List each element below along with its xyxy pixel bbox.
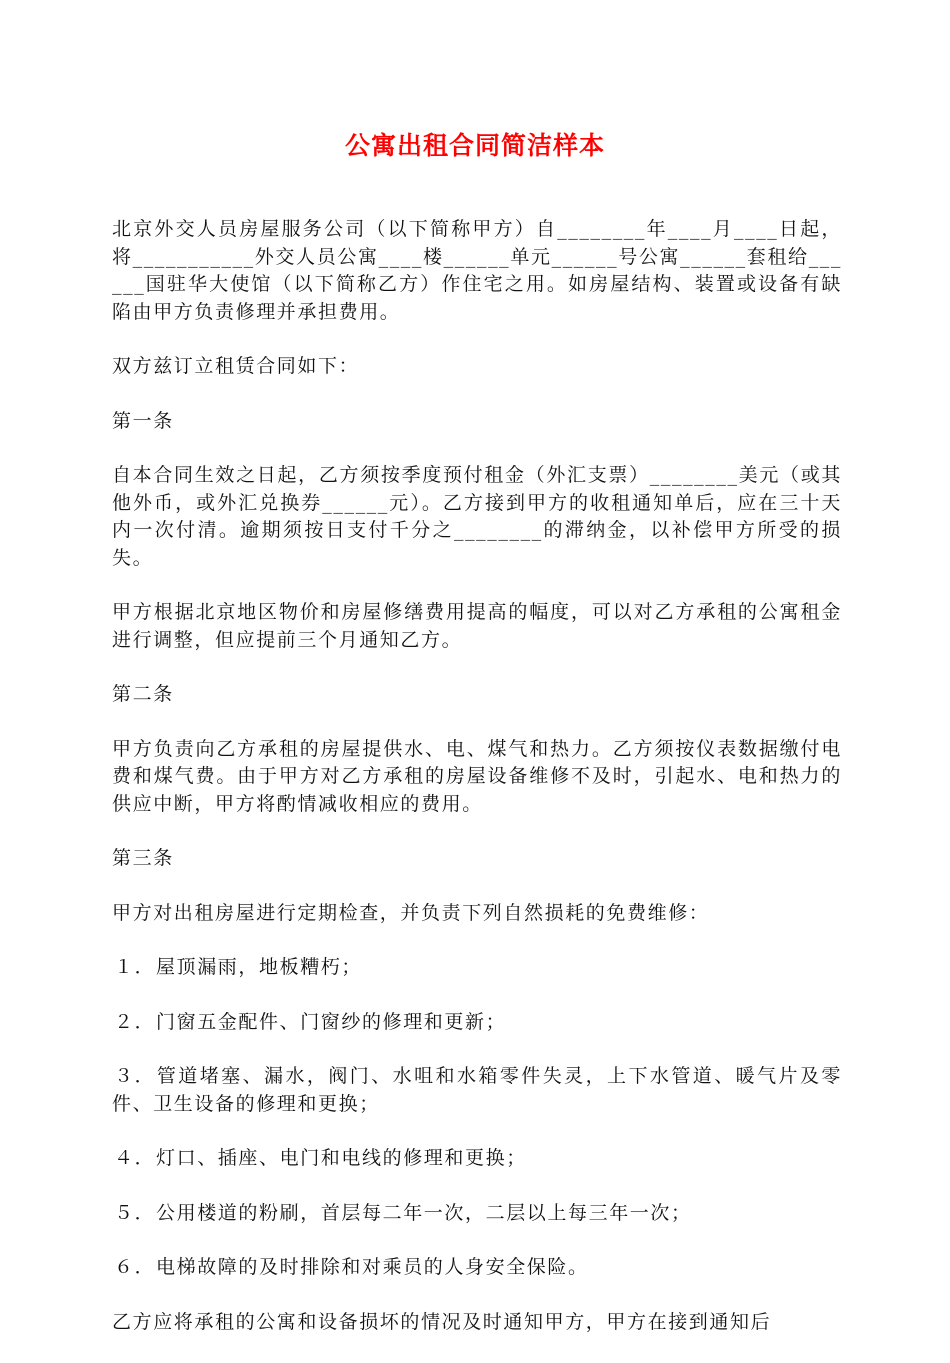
intro-paragraph: 北京外交人员房屋服务公司（以下简称甲方）自________年____月____日起，将___________外交人员公寓____楼______单元______号公寓______套租给______国驻华大使馆（以下简称乙方）作住宅之用。如房屋结构、装置或设备有缺陷由甲方负责修理并承担费用。	[112, 218, 842, 323]
list-item-number: ２．	[114, 1010, 156, 1033]
list-item	[112, 1009, 842, 1037]
article-heading: 第二条	[112, 683, 174, 705]
rent-adjustment-paragraph: 甲方根据北京地区物价和房屋修缮费用提高的幅度，可以对乙方承租的公寓租金进行调整，但应提前三个月通知乙方。	[112, 601, 842, 651]
article-1-paragraph: 自本合同生效之日起，乙方须按季度预付租金（外汇支票）________美元（或其他外币，或外汇兑换券______元）。乙方接到甲方的收租通知单后，应在三十天内一次付清。逾期须按日支付千分之________的滞纳金，以补偿甲方所受的损失。	[112, 464, 842, 569]
list-item-text: 电梯故障的及时排除和对乘员的人身安全保险。	[156, 1256, 589, 1278]
list-item-number: ３．	[114, 1065, 156, 1087]
list-item	[112, 1200, 842, 1228]
list-item-text: 门窗五金配件、门窗纱的修理和更新；	[156, 1010, 507, 1033]
list-item-number: ６．	[114, 1256, 156, 1278]
article-heading: 第三条	[112, 847, 174, 869]
list-item-number: １．	[114, 956, 156, 978]
list-item	[112, 954, 842, 982]
list-item-text: 管道堵塞、漏水，阀门、水咀和水箱零件失灵，上下水管道、暖气片及零件、卫生设备的修理和更换；	[112, 1065, 842, 1115]
list-item-text: 灯口、插座、电门和电线的修理和更换；	[156, 1147, 527, 1169]
article-3-paragraph: 甲方对出租房屋进行定期检查，并负责下列自然损耗的免费维修：	[112, 901, 710, 924]
document-title: 公寓出租合同简洁样本	[344, 131, 605, 160]
list-item	[112, 1254, 842, 1282]
list-item-number: ４．	[114, 1147, 156, 1169]
article-2-paragraph: 甲方负责向乙方承租的房屋提供水、电、煤气和热力。乙方须按仪表数据缴付电费和煤气费。由于甲方对乙方承租的房屋设备维修不及时，引起水、电和热力的供应中断，甲方将酌情减收相应的费用。	[112, 737, 842, 815]
list-item	[112, 1145, 842, 1173]
closing-paragraph: 乙方应将承租的公寓和设备损坏的情况及时通知甲方，甲方在接到通知后	[112, 1310, 772, 1333]
list-item-text: 屋顶漏雨，地板糟朽；	[156, 956, 363, 978]
list-item	[112, 1063, 842, 1118]
article-heading: 第一条	[112, 409, 174, 432]
agreement-statement: 双方兹订立租赁合同如下：	[112, 355, 360, 377]
document-body	[112, 216, 842, 1363]
list-item-number: ５．	[114, 1201, 156, 1224]
list-item-text: 公用楼道的粉刷，首层每二年一次，二层以上每三年一次；	[156, 1201, 692, 1224]
